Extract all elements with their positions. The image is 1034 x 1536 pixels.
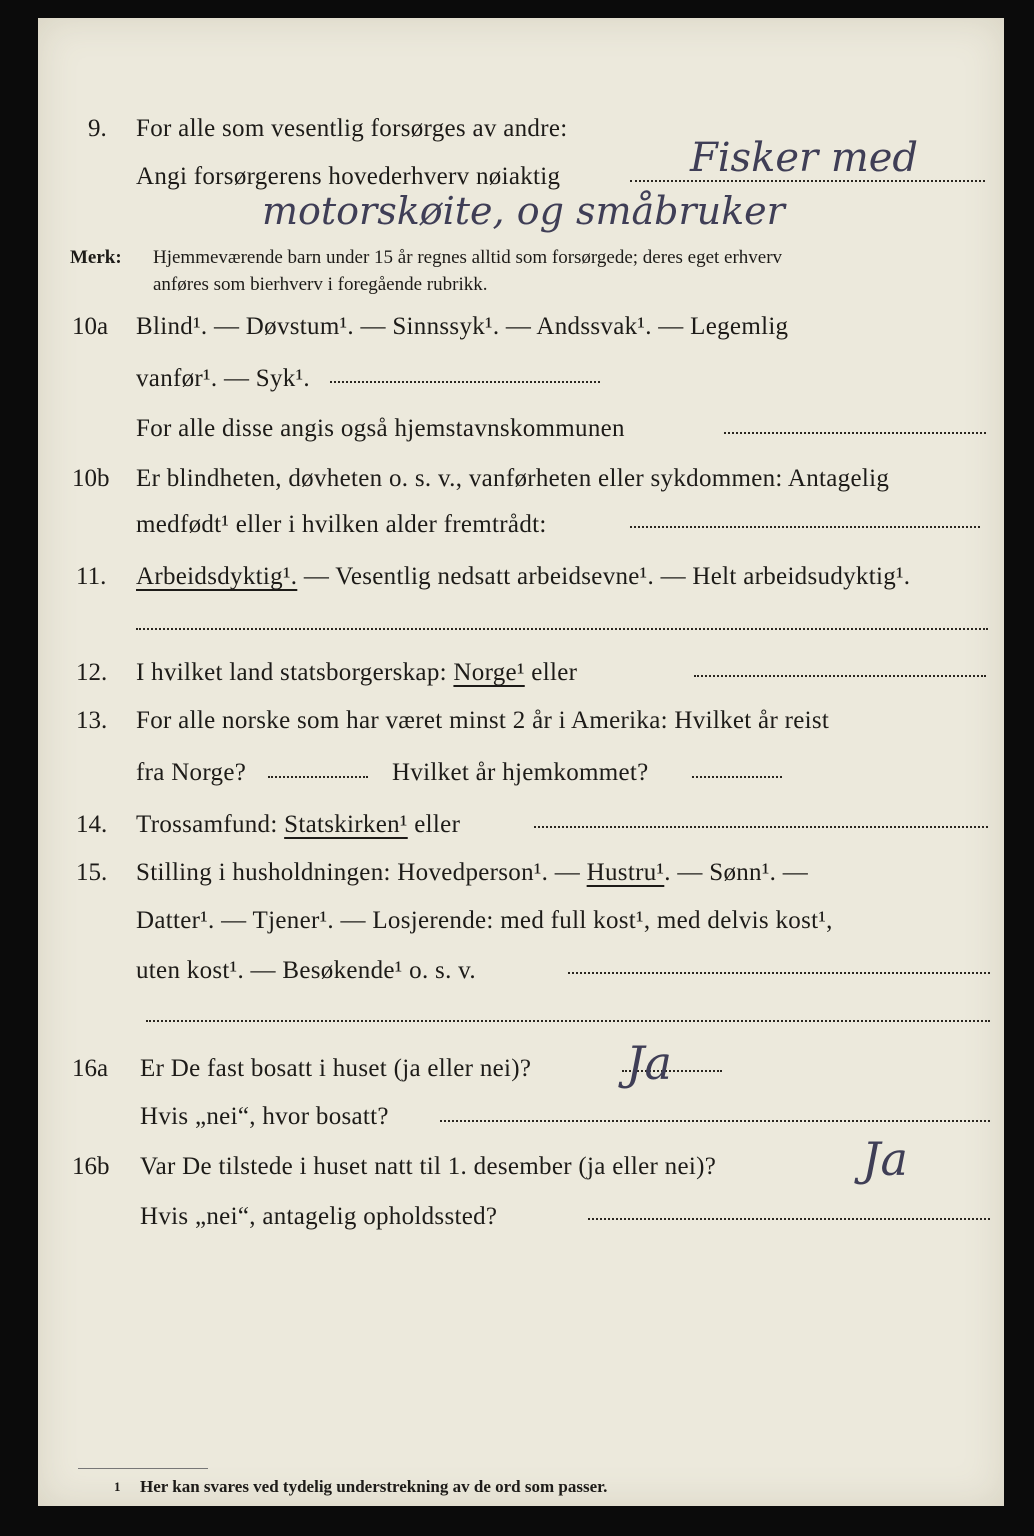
footnote-rule <box>78 1468 208 1469</box>
q16b-opholdssted-line <box>588 1218 990 1220</box>
q13-line1: For alle norske som har været minst 2 år i Amerika: Hvilket år reist <box>136 707 830 734</box>
q10a-line1: Blind¹. — Døvstum¹. — Sinnssyk¹. — Andssvak¹. — Legemlig <box>136 313 789 340</box>
q15-line1-start: Stilling i husholdningen: Hovedperson¹. — <box>136 859 587 886</box>
q12-option-norge: Norge¹ <box>453 659 525 686</box>
q13-reist-line <box>268 776 368 778</box>
q12-eller: eller <box>524 659 578 686</box>
q9-line2: Angi forsørgerens hovederhverv nøiaktig <box>136 163 561 190</box>
q12-answer-line <box>694 675 986 677</box>
q15-option-hustru: Hustru¹ <box>586 859 665 886</box>
q16a-bosatt-line <box>440 1120 990 1122</box>
q10a-number: 10a <box>72 313 109 340</box>
merk-line1: Hjemmeværende barn under 15 år regnes alltid som forsørgede; deres eget erhverv <box>153 247 783 268</box>
q11-number: 11. <box>76 563 107 590</box>
q15-answer-line <box>568 972 990 974</box>
q14-eller: eller <box>407 811 461 838</box>
q15-line3: uten kost¹. — Besøkende¹ o. s. v. <box>136 957 476 984</box>
q16b-number: 16b <box>72 1153 110 1180</box>
q10b-number: 10b <box>72 465 110 492</box>
q16a-line1: Er De fast bosatt i huset (ja eller nei)? <box>140 1055 532 1082</box>
q14-prompt: Trossamfund: <box>136 811 285 838</box>
q13-number: 13. <box>76 707 108 734</box>
q11-option-arbeidsdyktig: Arbeidsdyktig¹. <box>136 563 298 590</box>
q10a-line3: For alle disse angis også hjemstavnskommunen <box>136 415 625 442</box>
q15-number: 15. <box>76 859 108 886</box>
q10b-answer-line <box>630 526 980 528</box>
q16b-line2: Hvis „nei“, antagelig opholdssted? <box>140 1203 498 1230</box>
q15-line1-end: . — Sønn¹. — <box>664 859 809 886</box>
q11-options-rest: — Vesentlig nedsatt arbeidsevne¹. — Helt arbeidsudyktig¹. <box>297 563 911 590</box>
q9-handwritten-answer-1: Fisker med <box>690 135 919 181</box>
q16a-number: 16a <box>72 1055 109 1082</box>
q9-number: 9. <box>88 115 107 142</box>
q12-line <box>136 660 577 685</box>
footnote-mark: 1 <box>114 1479 121 1494</box>
q13-hjemkommet-line <box>692 776 782 778</box>
q16a-handwritten-answer: Ja <box>626 1036 672 1090</box>
q9-handwritten-answer-2: motorskøite, og småbruker <box>262 189 785 233</box>
q15-line1 <box>136 860 808 885</box>
q10a-line2: vanfør¹. — Syk¹. <box>136 365 310 392</box>
footnote-text: Her kan svares ved tydelig understrekning av de ord som passer. <box>140 1477 608 1496</box>
q16b-handwritten-answer: Ja <box>862 1132 908 1186</box>
q14-number: 14. <box>76 811 108 838</box>
q12-prompt: I hvilket land statsborgerskap: <box>136 659 454 686</box>
q10a-kommune-line <box>724 432 986 434</box>
merk-line2: anføres som bierhverv i foregående rubrikk. <box>153 274 488 295</box>
q16a-line2: Hvis „nei“, hvor bosatt? <box>140 1103 389 1130</box>
q10b-line1: Er blindheten, døvheten o. s. v., vanførheten eller sykdommen: Antagelig <box>136 465 890 492</box>
q16b-line1: Var De tilstede i huset natt til 1. desember (ja eller nei)? <box>140 1153 717 1180</box>
q10b-line2: medfødt¹ eller i hvilken alder fremtrådt: <box>136 511 547 538</box>
q15-extra-line <box>146 1020 990 1022</box>
q14-line <box>136 812 460 837</box>
q11-answer-line <box>136 628 988 630</box>
q14-answer-line <box>534 826 988 828</box>
q9-line1: For alle som vesentlig forsørges av andre: <box>136 115 568 142</box>
q13-line2b: Hvilket år hjemkommet? <box>392 759 649 786</box>
q11-options <box>136 564 910 589</box>
q10a-answer-line <box>330 381 600 383</box>
q15-line2: Datter¹. — Tjener¹. — Losjerende: med full kost¹, med delvis kost¹, <box>136 907 833 934</box>
q14-option-statskirken: Statskirken¹ <box>284 811 408 838</box>
merk-label: Merk: <box>70 247 122 268</box>
q13-line2a: fra Norge? <box>136 759 247 786</box>
q12-number: 12. <box>76 659 108 686</box>
